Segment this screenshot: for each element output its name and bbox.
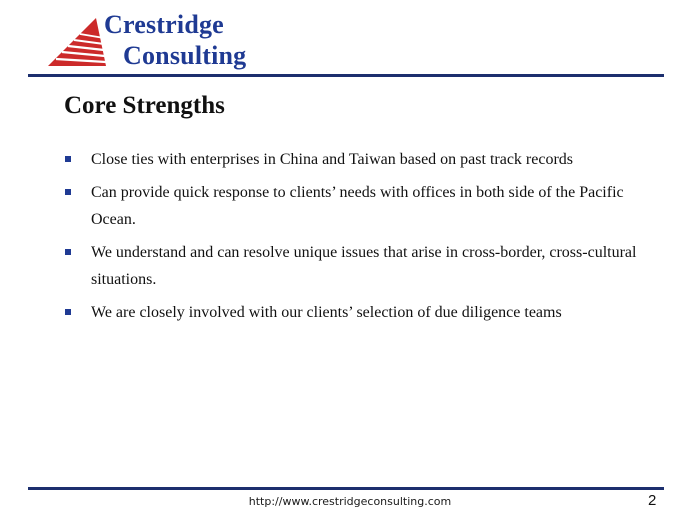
bullet-list xyxy=(64,146,654,332)
bullet-text: Close ties with enterprises in China and Taiwan based on past track records xyxy=(91,151,574,168)
header-divider xyxy=(28,74,664,77)
logo-text-line2: Consulting xyxy=(123,41,247,70)
company-logo xyxy=(48,10,268,72)
bullet-text: We understand and can resolve unique issues that arise in cross-border, cross-cultural situations. xyxy=(91,244,637,288)
bullet-item xyxy=(64,299,654,326)
square-bullet-icon xyxy=(65,249,71,255)
square-bullet-icon xyxy=(65,156,71,162)
square-bullet-icon xyxy=(65,189,71,195)
page-number: 2 xyxy=(648,492,657,509)
bullet-text: We are closely involved with our clients’ selection of due diligence teams xyxy=(91,304,562,321)
logo-text-line1: Crestridge xyxy=(104,10,224,39)
footer-url: http://www.crestridgeconsulting.com xyxy=(248,495,452,508)
bullet-item xyxy=(64,239,654,293)
bullet-item xyxy=(64,179,654,233)
slide-title: Core Strengths xyxy=(64,92,225,119)
square-bullet-icon xyxy=(65,309,71,315)
triangle-peaks-icon xyxy=(48,16,108,66)
footer-divider xyxy=(28,487,664,490)
bullet-text: Can provide quick response to clients’ needs with offices in both side of the Pacific Ocean. xyxy=(91,184,624,228)
bullet-item xyxy=(64,146,654,173)
